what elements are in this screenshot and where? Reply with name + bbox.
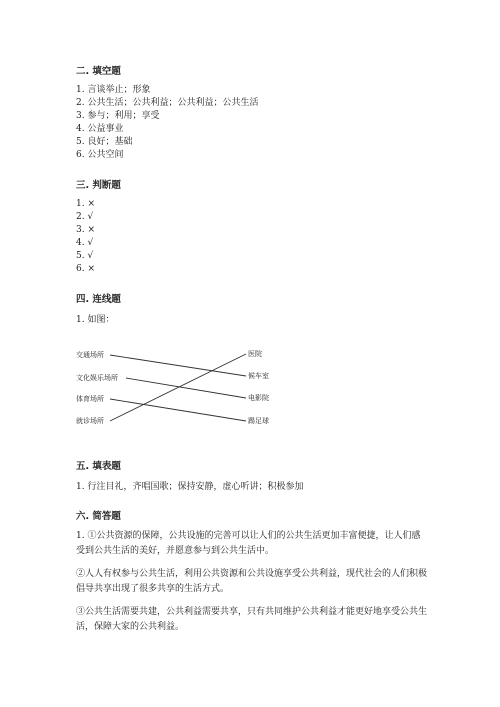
judge-answer-4: 4. √	[76, 238, 94, 248]
judge-answer-5: 5. √	[76, 251, 94, 261]
short-answer-2: ②人人有权参与公共生活，利用公共资源和公共设施享受公共利益，现代社会的人们积极倡导共享出现了很多共享的生活方式。	[76, 569, 428, 594]
match-right-hospital: 医院	[248, 350, 262, 358]
heading-fill-blank: 二. 填空题	[76, 66, 121, 77]
match-right-football: 踢足球	[248, 417, 269, 425]
match-left-sports: 体育场所	[76, 395, 104, 403]
fill-blank-answer-2: 2. 公共生活；公共利益；公共利益；公共生活	[76, 98, 259, 108]
table-answer: 1. 行注目礼，齐唱国歌；保持安静，虚心听讲；积极参加	[76, 482, 304, 492]
match-left-traffic: 交通场所	[76, 351, 104, 359]
judge-answer-3: 3. ×	[76, 225, 95, 235]
fill-blank-answer-6: 6. 公共空间	[76, 150, 124, 160]
match-left-culture: 文化娱乐场所	[76, 374, 118, 382]
match-line-traffic-waiting-room	[110, 355, 246, 376]
heading-table: 五. 填表题	[76, 461, 121, 472]
matching-diagram	[70, 338, 310, 433]
match-left-clinic: 就诊场所	[76, 417, 104, 425]
match-line-sports-football	[110, 399, 246, 421]
judge-answer-1: 1. ×	[76, 199, 95, 209]
fill-blank-answer-1: 1. 言谈举止；形象	[76, 85, 151, 95]
short-answer-1: 1. ①公共资源的保障，公共设施的完善可以让人们的公共生活更加丰富便捷，让人们感受到公共生活的美好，并愿意参与到公共生活中。	[76, 531, 421, 556]
match-intro: 1. 如图：	[76, 315, 115, 325]
heading-short-answer: 六. 简答题	[76, 511, 121, 522]
short-answer-3: ③公共生活需要共建，公共利益需要共享，只有共同维护公共利益才能更好地享受公共生活，保障大家的公共利益。	[76, 607, 428, 632]
match-line-clinic-hospital	[110, 354, 246, 421]
fill-blank-answer-4: 4. 公益事业	[76, 124, 124, 134]
judge-answer-6: 6. ×	[76, 264, 95, 274]
match-right-cinema: 电影院	[248, 394, 269, 402]
heading-judge: 三. 判断题	[76, 180, 121, 191]
fill-blank-answer-3: 3. 参与；利用；享受	[76, 111, 160, 121]
match-line-culture-cinema	[126, 378, 246, 398]
heading-match: 四. 连线题	[76, 294, 121, 305]
fill-blank-answer-5: 5. 良好；基础	[76, 137, 133, 147]
judge-answer-2: 2. √	[76, 212, 94, 222]
match-right-waiting-room: 候车室	[248, 372, 269, 380]
